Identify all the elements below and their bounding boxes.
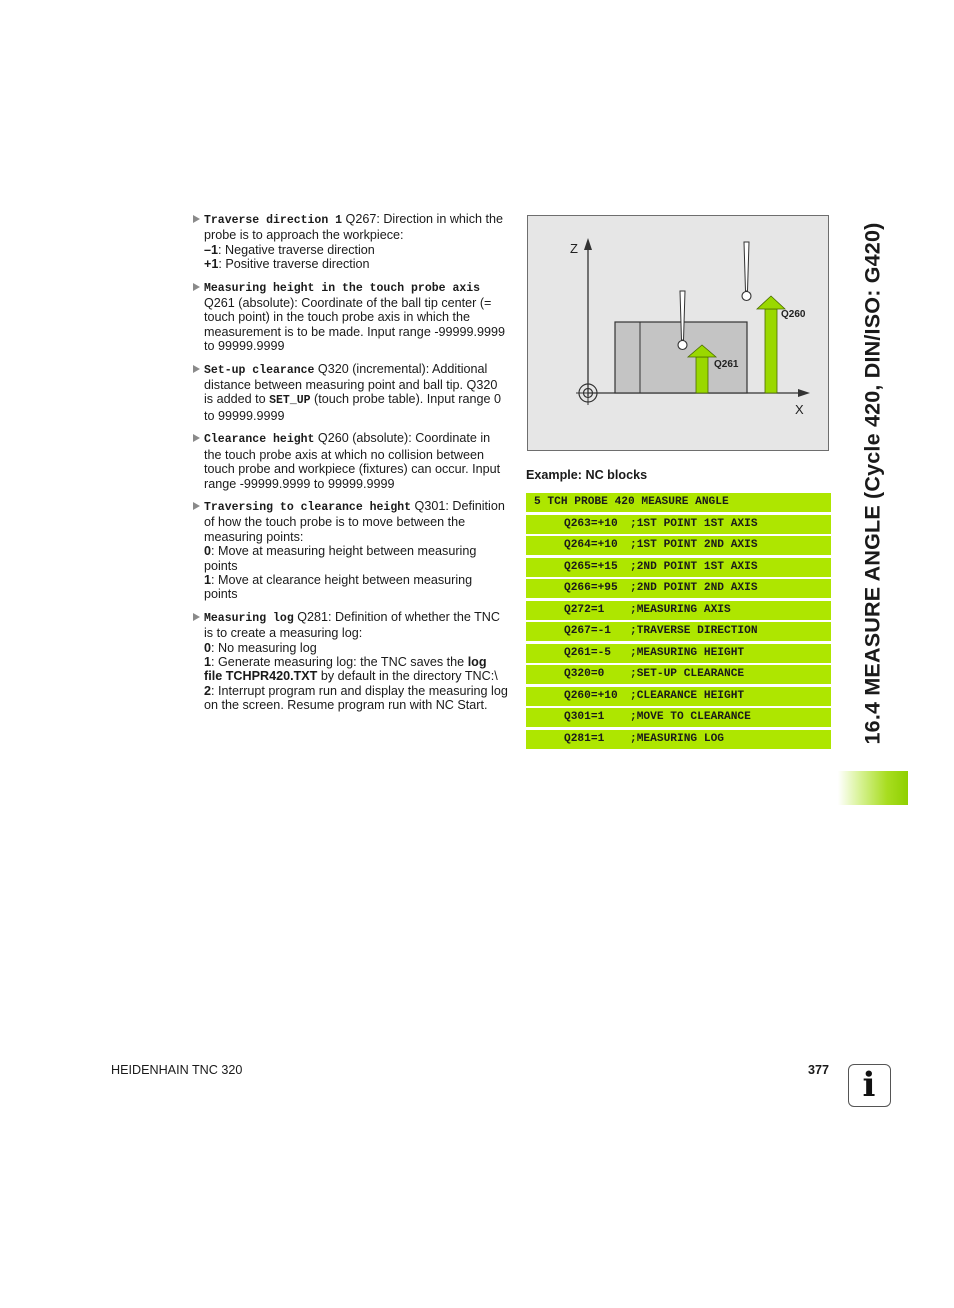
nc-block-line: Q265=+15 ;2ND POINT 1ST AXIS <box>526 558 831 577</box>
param-code: Measuring log <box>204 611 294 625</box>
param-code: Traversing to clearance height <box>204 500 412 514</box>
x-axis-label: X <box>795 402 804 417</box>
param-option: 0: No measuring log <box>204 640 317 655</box>
bullet-triangle-icon <box>193 215 200 223</box>
param-traverse-direction <box>193 212 508 272</box>
footer-product-name: HEIDENHAIN TNC 320 <box>111 1063 243 1077</box>
param-clearance-height <box>193 431 508 491</box>
param-measuring-height <box>193 280 508 354</box>
param-option: –1: Negative traverse direction <box>204 242 375 257</box>
param-inline-code: SET_UP <box>269 394 311 408</box>
section-title-text: 16.4 MEASURE ANGLE (Cycle 420, DIN/ISO: G420) <box>860 222 885 744</box>
touch-probe-high <box>742 242 751 301</box>
origin-target-icon <box>576 381 600 405</box>
bullet-triangle-icon <box>193 613 200 621</box>
param-option: 2: Interrupt program run and display the measuring log on the screen. Resume program run with NC Start. <box>204 683 508 713</box>
nc-block-line: Q266=+95 ;2ND POINT 2ND AXIS <box>526 579 831 598</box>
param-desc: Q301: Definition of how the touch probe is to move between the measuring points: <box>204 498 505 544</box>
section-side-title <box>838 215 908 751</box>
nc-block-line: Q320=0 ;SET-UP CLEARANCE <box>526 665 831 684</box>
param-code: Clearance height <box>204 433 315 447</box>
example-heading: Example: NC blocks <box>526 468 648 482</box>
parameter-list <box>193 212 508 721</box>
param-traversing-to-clearance <box>193 499 508 602</box>
param-option: 1: Generate measuring log: the TNC saves the log file TCHPR420.TXT by default in the directory TNC:\ <box>204 654 498 684</box>
info-icon-glyph: i <box>862 1065 876 1105</box>
bullet-triangle-icon <box>193 502 200 510</box>
bullet-triangle-icon <box>193 365 200 373</box>
param-desc: Q267: Direction in which the probe is to approach the workpiece: <box>204 212 504 243</box>
param-desc: Q260 (absolute): Coordinate in the touch probe axis at which no collision between touch probe and workpiece (fixtures) can occur. Input range -99999.9999 to 99999.9999 <box>204 431 501 491</box>
info-icon <box>848 1064 891 1107</box>
x-axis-arrowhead <box>798 389 810 397</box>
nc-block-line: Q281=1 ;MEASURING LOG <box>526 730 831 749</box>
nc-block-list <box>526 493 831 751</box>
nc-block-line: Q267=-1 ;TRAVERSE DIRECTION <box>526 622 831 641</box>
nc-block-line: Q263=+10 ;1ST POINT 1ST AXIS <box>526 515 831 534</box>
bullet-triangle-icon <box>193 434 200 442</box>
page-number: 377 <box>808 1063 830 1077</box>
param-desc-cont: (touch probe table). Input range 0 to 99999.9999 <box>204 392 501 423</box>
param-desc: Q281: Definition of whether the TNC is to create a measuring log: <box>204 609 500 641</box>
param-option: 0: Move at measuring height between measuring points <box>204 544 477 573</box>
bullet-triangle-icon <box>193 283 200 291</box>
nc-block-line: 5 TCH PROBE 420 MEASURE ANGLE <box>526 493 831 512</box>
param-measuring-log <box>193 610 508 713</box>
param-code: Set-up clearance <box>204 363 315 377</box>
param-desc: Q261 (absolute): Coordinate of the ball tip center (= touch point) in the touch probe axis in which the measurement is to be made. Input range -99999.9999 to 99999.9999 <box>204 296 506 354</box>
param-code: Measuring height in the touch probe axis <box>204 281 481 295</box>
z-axis-label: Z <box>570 241 578 256</box>
q260-label: Q260 <box>781 309 806 320</box>
param-code: Traverse direction 1 <box>204 214 343 227</box>
probe-diagram <box>528 216 830 452</box>
param-desc: Q320 (incremental): Additional distance between measuring point and ball tip. Q320 is added to <box>204 361 498 407</box>
nc-block-line: Q260=+10 ;CLEARANCE HEIGHT <box>526 687 831 706</box>
probe-figure <box>527 215 829 451</box>
nc-block-line: Q272=1 ;MEASURING AXIS <box>526 601 831 620</box>
nc-block-line: Q261=-5 ;MEASURING HEIGHT <box>526 644 831 663</box>
param-option: 1: Move at clearance height between measuring points <box>204 572 473 602</box>
nc-block-line: Q301=1 ;MOVE TO CLEARANCE <box>526 708 831 727</box>
nc-block-line: Q264=+10 ;1ST POINT 2ND AXIS <box>526 536 831 555</box>
param-setup-clearance <box>193 362 508 424</box>
chapter-tab-marker <box>838 771 908 805</box>
z-axis-arrowhead <box>584 238 592 250</box>
q261-label: Q261 <box>714 359 739 370</box>
param-option: +1: Positive traverse direction <box>204 257 370 272</box>
